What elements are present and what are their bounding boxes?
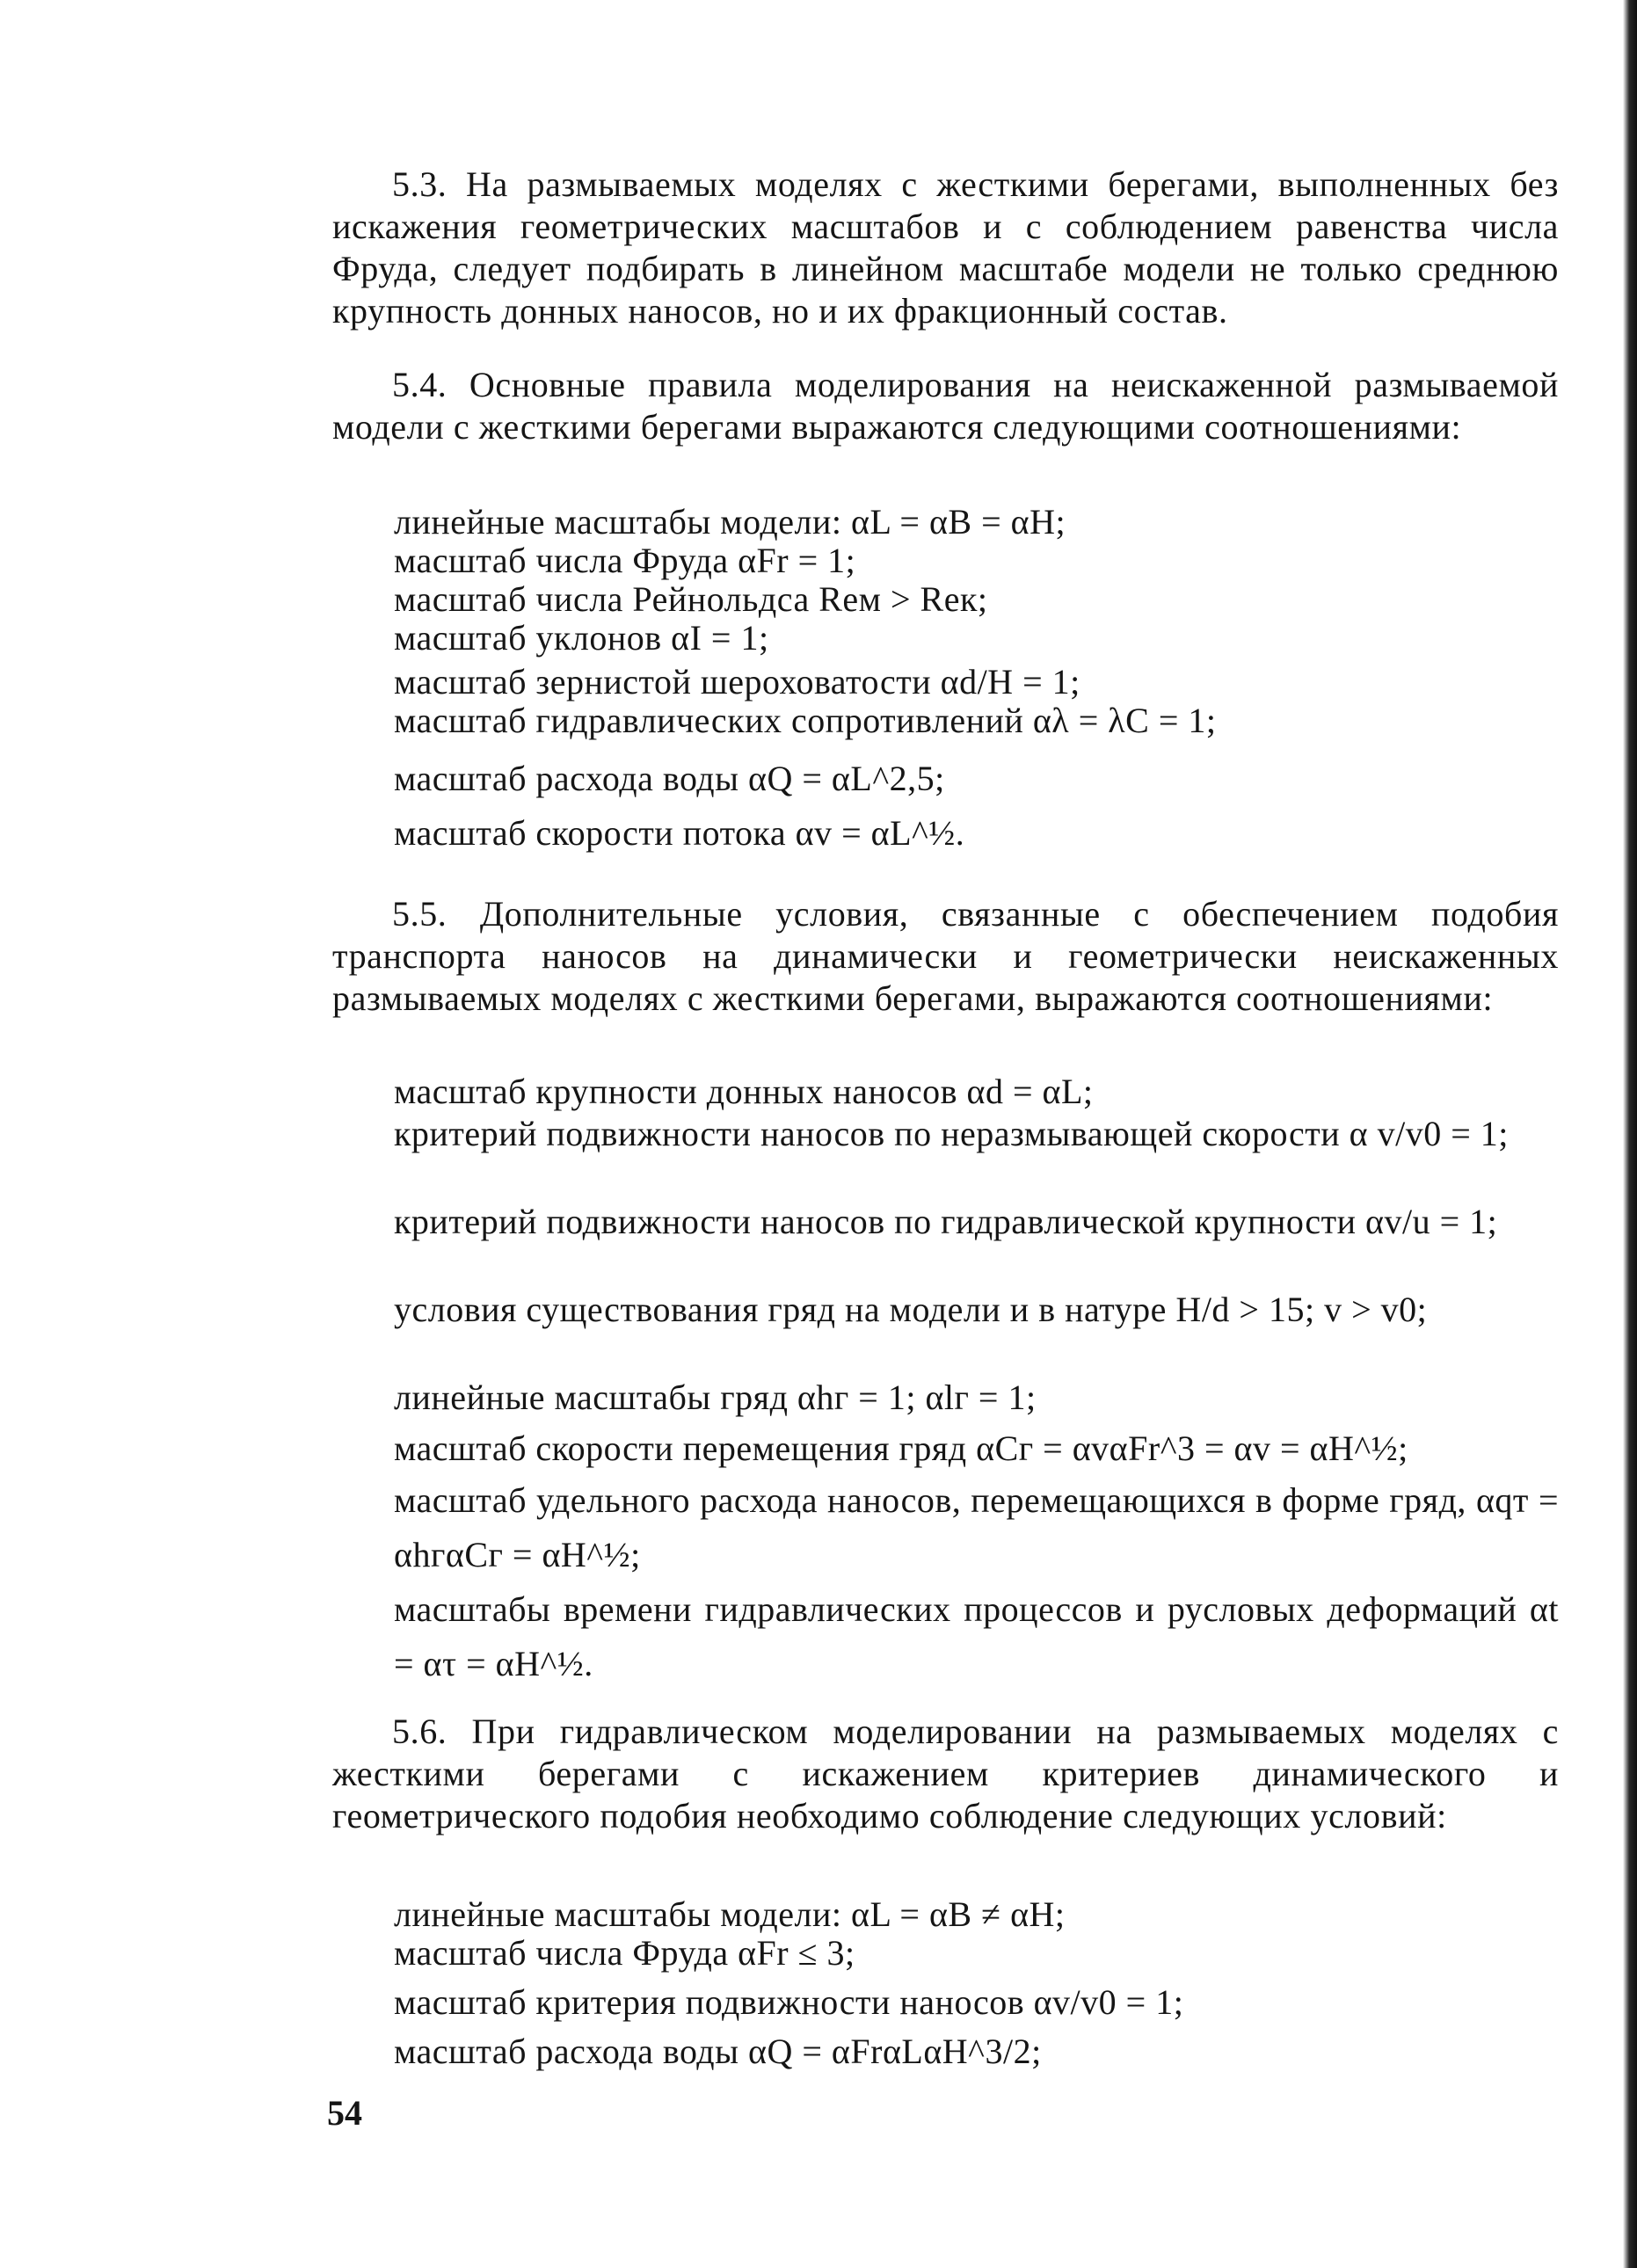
formula-line: линейные масштабы гряд αhг = 1; αlг = 1;	[394, 1378, 1037, 1417]
section-5-6	[332, 1711, 1559, 1837]
formula-line: масштаб уклонов αI = 1;	[394, 618, 769, 658]
section-5-3	[332, 164, 1559, 332]
formula-line: масштаб удельного расхода наносов, перемещающихся в форме гряд, αqт = αhгαCг = αH^½;	[394, 1480, 1559, 1574]
formula-line: масштаб критерия подвижности наносов αv/v0 = 1;	[394, 1982, 1184, 2022]
section-5-5	[332, 893, 1559, 1020]
formula-line: масштаб расхода воды αQ = αFrαLαH^3/2;	[394, 2032, 1042, 2071]
formula-line: масштабы времени гидравлических процессов и русловых деформаций αt = ατ = αH^½.	[394, 1589, 1559, 1683]
scan-edge	[1623, 0, 1637, 2268]
formula-line: критерий подвижности наносов по неразмывающей скорости α v/v0 = 1;	[394, 1114, 1509, 1153]
formula-line: линейные масштабы модели: αL = αB = αH;	[394, 502, 1066, 542]
paragraph-5-5: 5.5. Дополнительные условия, связанные с обеспечением подобия транспорта наносов на динамически и геометрически неискаженных размываемых моделях с жесткими берегами, выражаются соотношениями:	[332, 894, 1559, 1018]
formula-line: масштаб числа Фруда αFr ≤ 3;	[394, 1933, 855, 1973]
formula-line: критерий подвижности наносов по гидравлической крупности αv/u = 1;	[394, 1202, 1498, 1241]
formula-line: линейные масштабы модели: αL = αB ≠ αH;	[394, 1894, 1066, 1934]
formula-line: масштаб крупности донных наносов αd = αL;	[394, 1072, 1094, 1111]
page-number: 54	[327, 2093, 362, 2133]
formula-line: масштаб расхода воды αQ = αL^2,5;	[394, 759, 945, 798]
formula-line: масштаб скорости потока αv = αL^½.	[394, 813, 965, 853]
formula-line: масштаб числа Рейнольдса Reм > Reк;	[394, 579, 988, 619]
paragraph-5-3: 5.3. На размываемых моделях с жесткими берегами, выполненных без искажения геометрических масштабов и с соблюдением равенства числа Фруда, следует подбирать в линейном масштабе модели не только среднюю крупность донных наносов, но и их фракционный состав.	[332, 164, 1559, 331]
formula-line: масштаб числа Фруда αFr = 1;	[394, 541, 856, 580]
formula-line: масштаб гидравлических сопротивлений αλ = λC = 1;	[394, 701, 1217, 740]
section-5-4	[332, 364, 1559, 448]
paragraph-5-4: 5.4. Основные правила моделирования на неискаженной размываемой модели с жесткими берегами выражаются следующими соотношениями:	[332, 365, 1559, 447]
formula-line: масштаб зернистой шероховатости αd/H = 1;	[394, 662, 1080, 701]
paragraph-5-6: 5.6. При гидравлическом моделировании на размываемых моделях с жесткими берегами с искажением критериев динамического и геометрического подобия необходимо соблюдение следующих условий:	[332, 1712, 1559, 1835]
formula-line: масштаб скорости перемещения гряд αCг = αvαFr^3 = αv = αH^½;	[394, 1428, 1408, 1468]
formula-line: условия существования гряд на модели и в натуре H/d > 15; v > v0;	[394, 1290, 1428, 1329]
